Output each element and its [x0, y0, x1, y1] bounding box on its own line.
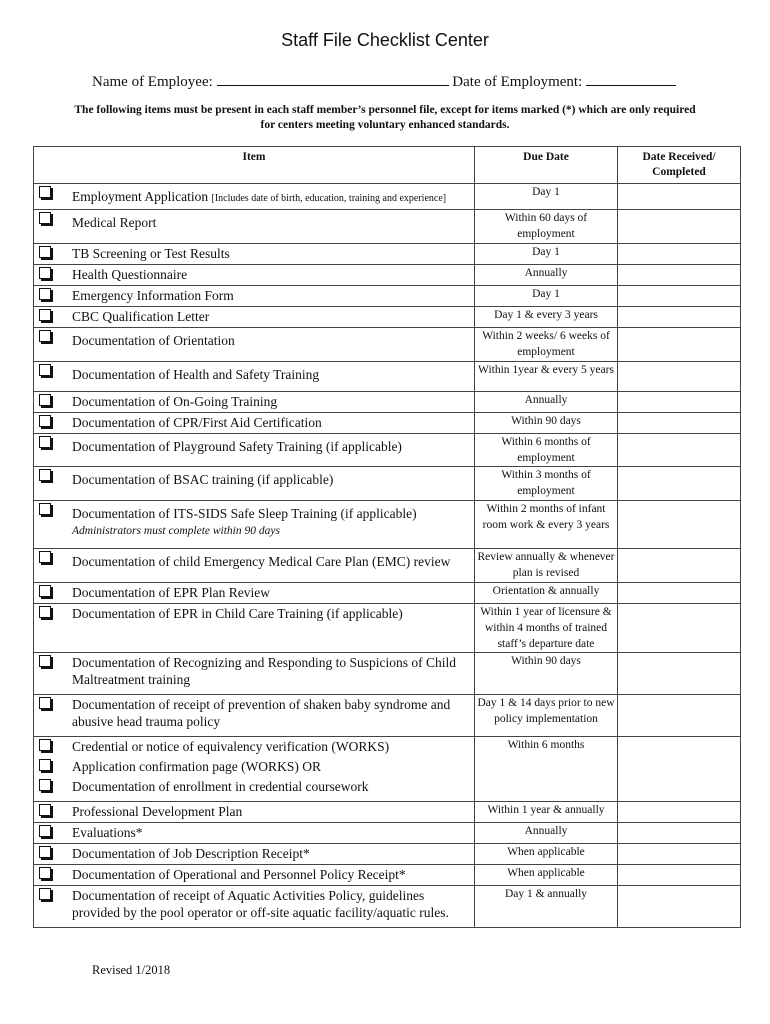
checklist-item	[34, 265, 474, 285]
item-text: Health Questionnaire	[72, 267, 188, 282]
checkbox[interactable]	[39, 888, 51, 900]
due-date-cell: Day 1	[475, 184, 618, 210]
checkbox[interactable]	[39, 825, 51, 837]
table-row	[34, 865, 741, 886]
item-label	[72, 738, 389, 755]
item-text: Documentation of receipt of prevention of shaken baby syndrome and abusive head trauma policy	[72, 697, 451, 729]
employee-name-field[interactable]	[217, 72, 449, 86]
due-date-cell: Annually	[475, 265, 618, 286]
due-date-cell: When applicable	[475, 844, 618, 865]
date-received-cell[interactable]	[618, 501, 741, 549]
item-text: Documentation of CPR/First Aid Certification	[72, 415, 322, 430]
item-text: Documentation of EPR Plan Review	[72, 585, 270, 600]
checkbox[interactable]	[39, 606, 51, 618]
item-label	[72, 245, 230, 262]
due-date-cell: When applicable	[475, 865, 618, 886]
employee-name-label: Name of Employee:	[92, 74, 213, 90]
date-received-cell[interactable]	[618, 392, 741, 413]
item-cell	[34, 695, 475, 737]
item-text: Credential or notice of equivalency verification (WORKS)	[72, 739, 390, 754]
table-row	[34, 392, 741, 413]
date-received-cell[interactable]	[618, 434, 741, 467]
checkbox[interactable]	[39, 503, 51, 515]
checklist-item	[34, 392, 474, 412]
date-received-cell[interactable]	[618, 328, 741, 362]
item-label	[72, 778, 369, 795]
item-label	[72, 214, 156, 231]
item-label	[72, 605, 403, 622]
checkbox[interactable]	[39, 551, 51, 563]
table-header-row	[34, 147, 741, 184]
due-date-cell: Within 1 year of licensure & within 4 months of trained staff’s departure date	[475, 604, 618, 653]
checkbox[interactable]	[39, 288, 51, 300]
date-received-cell[interactable]	[618, 549, 741, 583]
due-date-cell: Within 90 days	[475, 653, 618, 695]
employment-date-label: Date of Employment:	[452, 74, 583, 90]
table-row	[34, 210, 741, 244]
checkbox[interactable]	[39, 469, 51, 481]
date-received-cell[interactable]	[618, 244, 741, 265]
date-received-cell[interactable]	[618, 286, 741, 307]
date-received-cell[interactable]	[618, 844, 741, 865]
checklist-table	[33, 146, 741, 928]
due-date-cell: Within 6 months	[475, 737, 618, 802]
table-row	[34, 434, 741, 467]
item-cell	[34, 286, 475, 307]
revision-note: Revised 1/2018	[92, 963, 171, 977]
date-received-cell[interactable]	[618, 886, 741, 928]
table-row	[34, 695, 741, 737]
checklist-item	[34, 210, 474, 233]
checklist-item	[34, 501, 474, 524]
checkbox[interactable]	[39, 655, 51, 667]
item-label	[72, 553, 450, 570]
checkbox[interactable]	[39, 867, 51, 879]
checklist-item	[34, 737, 474, 757]
item-label	[72, 438, 402, 455]
due-date-cell: Annually	[475, 823, 618, 844]
item-text: Documentation of Playground Safety Training (if applicable)	[72, 439, 402, 454]
item-label	[72, 266, 187, 283]
item-cell	[34, 244, 475, 265]
checkbox[interactable]	[39, 364, 51, 376]
due-date-cell: Within 2 months of infant room work & every 3 years	[475, 501, 618, 549]
table-row	[34, 362, 741, 392]
date-received-cell[interactable]	[618, 695, 741, 737]
item-cell	[34, 184, 475, 210]
item-label	[72, 866, 406, 883]
checkbox[interactable]	[39, 697, 51, 709]
due-date-cell: Within 90 days	[475, 413, 618, 434]
item-text: Documentation of ITS-SIDS Safe Sleep Training (if applicable)	[72, 506, 417, 521]
column-header-due-date: Due Date	[475, 147, 618, 184]
item-cell	[34, 210, 475, 244]
checkbox[interactable]	[39, 212, 51, 224]
item-cell	[34, 328, 475, 362]
table-row	[34, 844, 741, 865]
checklist-item	[34, 307, 474, 327]
checkbox[interactable]	[39, 804, 51, 816]
item-text: Documentation of BSAC training (if applicable)	[72, 472, 334, 487]
item-label	[72, 824, 143, 841]
item-cell	[34, 737, 475, 802]
date-received-cell[interactable]	[618, 653, 741, 695]
checklist-item	[34, 413, 474, 433]
item-text: CBC Qualification Letter	[72, 309, 210, 324]
due-date-cell: Day 1 & annually	[475, 886, 618, 928]
checkbox[interactable]	[39, 759, 51, 771]
item-label	[72, 845, 310, 862]
due-date-cell: Within 2 weeks/ 6 weeks of employment	[475, 328, 618, 362]
checklist-item	[34, 886, 474, 923]
checklist-item	[34, 844, 474, 864]
item-cell	[34, 844, 475, 865]
item-text: Evaluations*	[72, 825, 143, 840]
due-date-cell: Day 1	[475, 286, 618, 307]
checkbox[interactable]	[39, 739, 51, 751]
checkbox[interactable]	[39, 330, 51, 342]
item-label	[72, 332, 235, 349]
checkbox[interactable]	[39, 267, 51, 279]
due-date-cell: Within 6 months of employment	[475, 434, 618, 467]
date-received-cell[interactable]	[618, 823, 741, 844]
checklist-item	[34, 549, 474, 572]
checkbox[interactable]	[39, 585, 51, 597]
checklist-item	[34, 328, 474, 351]
table-row	[34, 823, 741, 844]
due-date-cell: Within 1 year & annually	[475, 802, 618, 823]
item-label	[72, 887, 468, 921]
page-title: Staff File Checklist Center	[281, 30, 489, 50]
item-cell	[34, 549, 475, 583]
checklist-item	[34, 653, 474, 690]
checklist-item	[34, 434, 474, 457]
item-cell	[34, 823, 475, 844]
checkbox[interactable]	[39, 846, 51, 858]
item-text: Documentation of EPR in Child Care Training (if applicable)	[72, 606, 403, 621]
item-text: TB Screening or Test Results	[72, 246, 230, 261]
checkbox[interactable]	[39, 436, 51, 448]
item-text: Application confirmation page (WORKS) OR	[72, 759, 321, 774]
date-received-cell[interactable]	[618, 210, 741, 244]
date-received-cell[interactable]	[618, 413, 741, 434]
item-cell	[34, 307, 475, 328]
checklist-item	[34, 467, 474, 490]
item-cell	[34, 392, 475, 413]
item-text: Documentation of enrollment in credential coursework	[72, 779, 369, 794]
date-received-cell[interactable]	[618, 865, 741, 886]
item-text: Medical Report	[72, 215, 157, 230]
table-row	[34, 583, 741, 604]
checkbox[interactable]	[39, 246, 51, 258]
checkbox[interactable]	[39, 186, 51, 198]
checklist-item	[34, 777, 474, 797]
table-row	[34, 307, 741, 328]
item-text: Documentation of On-Going Training	[72, 394, 278, 409]
item-cell	[34, 467, 475, 501]
intro-text: The following items must be present in each staff member’s personnel file, except for items marked (*) which are only required for centers meeting voluntary enhanced standards.	[74, 104, 696, 131]
due-date-cell: Within 60 days of employment	[475, 210, 618, 244]
date-received-cell[interactable]	[618, 583, 741, 604]
item-text: Documentation of Orientation	[72, 333, 235, 348]
item-text: Documentation of Operational and Personnel Policy Receipt*	[72, 867, 406, 882]
date-received-cell[interactable]	[618, 737, 741, 802]
table-row	[34, 737, 741, 802]
item-label	[72, 471, 333, 488]
item-label	[72, 188, 446, 207]
checklist-item	[34, 244, 474, 264]
table-row	[34, 549, 741, 583]
table-row	[34, 501, 741, 549]
item-text: Documentation of Health and Safety Training	[72, 367, 320, 382]
item-cell	[34, 362, 475, 392]
item-label	[72, 696, 468, 730]
checkbox[interactable]	[39, 394, 51, 406]
item-text: Employment Application	[72, 189, 209, 204]
due-date-cell: Day 1 & 14 days prior to new policy implementation	[475, 695, 618, 737]
date-received-cell[interactable]	[618, 467, 741, 501]
table-row	[34, 244, 741, 265]
date-received-cell[interactable]	[618, 307, 741, 328]
checklist-item	[34, 802, 474, 822]
due-date-cell: Within 1year & every 5 years	[475, 362, 618, 392]
due-date-cell: Day 1	[475, 244, 618, 265]
table-row	[34, 886, 741, 928]
table-row	[34, 604, 741, 653]
column-header-date-received: Date Received/ Completed	[618, 147, 741, 184]
item-subnote: Administrators must complete within 90 days	[72, 525, 280, 537]
table-row	[34, 802, 741, 823]
due-date-cell: Within 3 months of employment	[475, 467, 618, 501]
checklist-item	[34, 604, 474, 624]
item-cell	[34, 653, 475, 695]
item-text: Documentation of child Emergency Medical Care Plan (EMC) review	[72, 554, 451, 569]
checklist-item	[34, 865, 474, 885]
item-cell	[34, 265, 475, 286]
column-header-item: Item	[34, 147, 475, 184]
item-label	[72, 366, 319, 383]
table-row	[34, 467, 741, 501]
item-cell	[34, 604, 475, 653]
checkbox[interactable]	[39, 415, 51, 427]
item-label	[72, 803, 242, 820]
item-text: Documentation of receipt of Aquatic Activities Policy, guidelines provided by the pool operator or off-site aquatic facility/aquatic rules.	[72, 888, 449, 920]
checklist-item	[34, 362, 474, 385]
item-note: [Includes date of birth, education, training and experience]	[211, 193, 447, 204]
table-row	[34, 286, 741, 307]
table-row	[34, 653, 741, 695]
item-label	[72, 308, 209, 325]
date-received-cell[interactable]	[618, 265, 741, 286]
employee-info-line	[92, 72, 676, 91]
due-date-cell: Orientation & annually	[475, 583, 618, 604]
checklist-item	[34, 583, 474, 603]
item-cell	[34, 802, 475, 823]
item-label	[72, 758, 321, 775]
due-date-cell: Review annually & whenever plan is revised	[475, 549, 618, 583]
table-row	[34, 265, 741, 286]
item-label	[72, 505, 417, 522]
checklist-item	[34, 757, 474, 777]
checklist-item	[34, 184, 474, 209]
item-cell	[34, 413, 475, 434]
item-cell	[34, 583, 475, 604]
item-cell	[34, 501, 475, 549]
item-text: Emergency Information Form	[72, 288, 234, 303]
checklist-item	[34, 286, 474, 306]
due-date-cell: Day 1 & every 3 years	[475, 307, 618, 328]
item-label	[72, 287, 234, 304]
checklist-item	[34, 695, 474, 732]
date-received-cell[interactable]	[618, 604, 741, 653]
item-label	[72, 654, 468, 688]
checkbox[interactable]	[39, 309, 51, 321]
table-row	[34, 413, 741, 434]
checklist-item	[34, 823, 474, 843]
date-received-cell[interactable]	[618, 362, 741, 392]
item-cell	[34, 886, 475, 928]
item-cell	[34, 434, 475, 467]
item-cell	[34, 865, 475, 886]
employment-date-field[interactable]	[586, 72, 676, 86]
checkbox[interactable]	[39, 779, 51, 791]
due-date-cell: Annually	[475, 392, 618, 413]
item-label	[72, 584, 270, 601]
date-received-cell[interactable]	[618, 802, 741, 823]
table-row	[34, 184, 741, 210]
item-text: Documentation of Recognizing and Responding to Suspicions of Child Maltreatment training	[72, 655, 456, 687]
table-row	[34, 328, 741, 362]
item-label	[72, 393, 277, 410]
date-received-cell[interactable]	[618, 184, 741, 210]
item-text: Professional Development Plan	[72, 804, 243, 819]
item-text: Documentation of Job Description Receipt*	[72, 846, 310, 861]
item-label	[72, 414, 322, 431]
